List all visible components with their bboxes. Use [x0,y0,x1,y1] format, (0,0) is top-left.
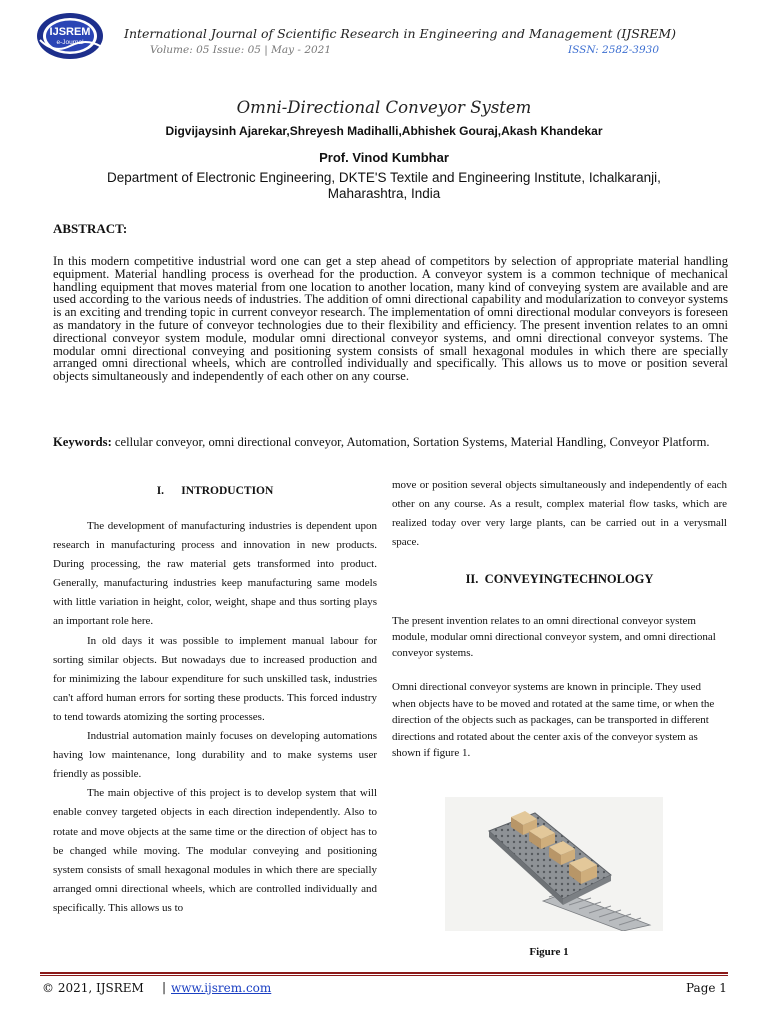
footer-divider [40,972,728,976]
footer-separator: | [162,980,167,994]
footer-copyright: © 2021, IJSREM [42,981,144,995]
figure-caption: Figure 1 [529,946,569,958]
introduction-body [53,517,377,918]
paragraph: The main objective of this project is to develop system that will enable convey targeted objects in each direction independently. Also to rotate and move objects at the same time or the direction of object has to be changed while moving. The modular conveying and positioning system consists of small hexagonal modules in which there are specially arranged omni directional wheels, which are controlled individually and specifically. This allows us to [53,787,377,914]
section-heading-conveying-technology: II. CONVEYINGTECHNOLOGY [465,572,654,586]
paragraph: The present invention relates to an omni directional conveyor system module, modular omni directional conveyor system, and omni directional conveyor systems. [392,615,716,659]
keywords-list: cellular conveyor, omni directional conveyor, Automation, Sortation Systems, Material Handling, Conveyor Platform. [111,435,710,449]
authors: Digvijaysinh Ajarekar,Shreyesh Madihalli,Abhishek Gouraj,Akash Khandekar [165,124,603,138]
paragraph: In old days it was possible to implement manual labour for sorting similar objects. But nowadays due to increased production and for minimizing the labour expenditure for such unskilled task, industries can't afford human errors for sorting these products. This forced industry to tend towards atomizing the sorting processes. [53,634,377,723]
introduction-continuation: move or position several objects simultaneously and independently of each other on any course. As a result, complex material flow tasks, which are realized today over very large plants, can be carried out in a verysmall space. [392,479,727,548]
logo-text-bottom: e-Journal [56,39,84,46]
paper-title: Omni-Directional Conveyor System [236,98,532,117]
department: Department of Electronic Engineering, DKTE'S Textile and Engineering Institute, Ichalkaranji, Maharashtra, India [107,170,661,201]
volume-info: Volume: 05 Issue: 05 | May - 2021 [150,44,332,56]
logo-text-top: IJSREM [49,26,91,38]
paragraph: Omni directional conveyor systems are known in principle. They used when objects have to be moved and rotated at the same time, or when the direction of the objects such as packages, can be transported in different directions and rotated about the center axis of the conveyor system as shown if figure 1. [392,681,715,760]
footer-website-link[interactable]: www.ijsrem.com [171,981,272,995]
journal-logo [34,10,106,62]
abstract-text: In this modern competitive industrial word one can get a step ahead of competitors by selection of appropriate material handling equipment. Material handling process is overhead for the production. A conveyor system is a common technique of mechanical handling equipment that moves material from one location to another location, many kind of conveying system are available and are used according to the various needs of industries. The addition of omni directional capability and modularization to conveyor systems is an exciting and trending topic in current conveyor research. The implementation of omni directional modular conveyors is foreseen as mandatory in the future of conveyor technologies due to their flexibility and efficiency. The present invention relates to an omni directional conveyor system module, modular omni directional conveyor systems, and omni directional conveyor systems. The modular omni directional conveying and positioning system consists of small hexagonal modules in which there are specially arranged omni directional wheels, which are controlled individually and specifically. This allows us to move or position several objects simultaneously and independently of each other on any course. [53,254,728,384]
section-heading-introduction: I. INTRODUCTION [156,485,274,497]
journal-title: International Journal of Scientific Research in Engineering and Management (IJSREM) [124,26,677,41]
professor: Prof. Vinod Kumbhar [319,150,449,165]
issn: ISSN: 2582-3930 [568,44,660,56]
paragraph: The development of manufacturing industries is dependent upon research in manufacturing process and innovation in new products. During processing, the raw material gets transformed into product. Generally, manufacturing industries keep manufacturing same models with little variation in height, color, weight, shape and thus sorting plays an important role here. [53,520,377,628]
keywords [53,435,728,450]
paragraph: Industrial automation mainly focuses on developing automations having low maintenance, long durability and to make systems user friendly as possible. [53,730,377,781]
keywords-label: Keywords: [53,435,112,449]
abstract-heading: ABSTRACT: [53,221,128,236]
conveyor-figure-image [445,797,663,931]
page-number: Page 1 [686,981,727,995]
